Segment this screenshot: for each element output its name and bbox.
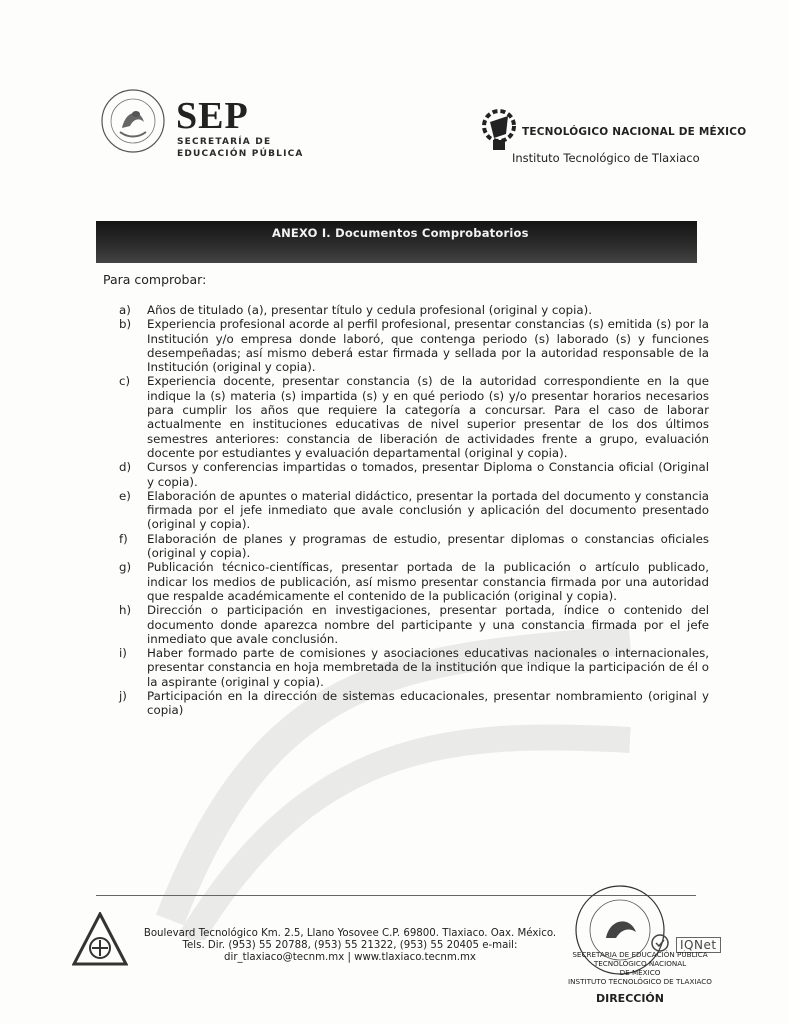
item-text: Publicación técnico-científicas, presentar portada de la publicación o artículo publicado, indicar los medios de publicación, así mismo presentar constancia firmada por una autoridad que respalde académicamente el contenido de la publicación (original y copia). [147,560,709,603]
address-line: Tels. Dir. (953) 55 20788, (953) 55 21322, (953) 55 20405 e-mail: [182,940,518,951]
banner-title: ANEXO I. Documentos Comprobatorios [272,226,529,240]
list-item [119,689,709,718]
stamp-text [540,950,740,986]
list-item [119,560,709,603]
item-text: Experiencia docente, presentar constancia (s) de la autoridad correspondiente en la que indique la (s) materia (s) impartida (s) y en qué periodo (s) y/o presentar horarios necesarios para cumplir los años que requiere la categoría a concursar. Para el caso de laborar actualmente en instituciones educativas de nivel superior presentar de los dos últimos semestres anteriores: constancia de liberación de actividades frente a grupo, evaluación docente por estudiantes y evaluación departamental (original y copia). [147,374,709,460]
list-item [119,646,709,689]
mexico-seal-icon [100,88,166,154]
item-label: d) [119,460,132,475]
item-text: Experiencia profesional acorde al perfil profesional, presentar constancias (s) emitida (s) por la Institución y/o empresa donde laboró, que contenga periodo (s) laborado (s) y funciones desempeñadas; así mismo deberá estar firmada y sellada por la autoridad responsable de la Institución (original y copia). [147,317,709,375]
item-label: i) [119,646,127,661]
item-text: Años de titulado (a), presentar título y cedula profesional (original y copia). [147,303,592,317]
footer-address [140,928,560,964]
item-text: Haber formado parte de comisiones y asociaciones educativas nacionales o internacionales, presentar constancia en hoja membretada de la institución que indique la participación de él o la aspirante (original y copia). [147,646,709,689]
sep-subtitle-line: EDUCACIÓN PÚBLICA [177,149,304,159]
stamp-line: INSTITUTO TECNOLÓGICO DE TLAXIACO [568,977,712,986]
item-label: a) [119,303,131,317]
item-text: Cursos y conferencias impartidas o tomados, presentar Diploma o Constancia oficial (Original y copia). [147,460,709,489]
stamp-line: DE MÉXICO [619,968,661,977]
intro-text: Para comprobar: [103,272,207,287]
stamp-direction: DIRECCIÓN [595,992,664,1005]
tecnm-logo-icon [480,104,518,152]
list-item [119,317,709,374]
sep-subtitle [177,136,304,160]
item-text: Dirección o participación en investigaciones, presentar portada, índice o contenido del documento donde aparezca nombre del participante y una constancia firmada por el jefe inmediato que avale conclusión. [147,603,709,646]
institute-emblem-icon [72,912,128,968]
list-item [119,603,709,646]
item-text: Participación en la dirección de sistemas educacionales, presentar nombramiento (original y copia) [147,689,709,718]
item-text: Elaboración de planes y programas de estudio, presentar diplomas o constancias oficiales (original y copia). [147,531,709,561]
tecnm-name: TECNOLÓGICO NACIONAL DE MÉXICO [522,126,747,138]
stamp-line: TECNOLÓGICO NACIONAL [593,959,687,968]
item-label: j) [119,689,127,704]
stamp-line: SECRETARIA DE EDUCACIÓN PÚBLICA [572,950,708,959]
address-line: Boulevard Tecnológico Km. 2.5, Llano Yosovee C.P. 69800. Tlaxiaco. Oax. México. [143,928,557,939]
item-label: b) [119,317,132,332]
item-text: Elaboración de apuntes o material didáctico, presentar la portada del documento y constancia firmada por el jefe inmediato que avale conclusión y aplicación del documento presentado (original y copia). [147,488,709,532]
list-item [119,460,709,489]
iqnet-badge: IQNet [676,937,721,953]
list-item [119,532,709,561]
sep-title: SEP [176,95,249,137]
list-item [119,303,709,317]
item-label: e) [119,488,131,503]
item-label: f) [119,531,128,546]
institute-name: Instituto Tecnológico de Tlaxiaco [512,151,700,165]
item-label: c) [119,374,131,389]
item-label: h) [119,603,132,618]
list-item [119,374,709,460]
requirements-list [119,303,709,718]
list-item [119,489,709,532]
item-label: g) [119,560,132,575]
sep-subtitle-line: SECRETARÍA DE [177,137,272,147]
address-line: dir_tlaxiaco@tecnm.mx | www.tlaxiaco.tecnm.mx [224,952,476,963]
